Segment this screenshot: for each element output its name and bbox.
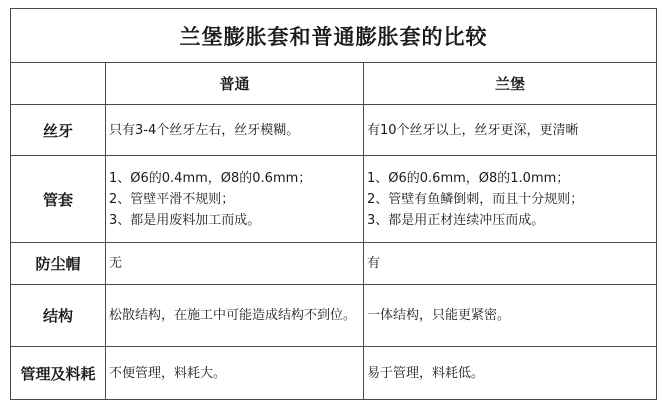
row-label-sleeve: 管套 (11, 156, 106, 243)
row-label-dust-cap: 防尘帽 (11, 243, 106, 285)
cell-text: 松散结构，在施工中可能造成结构不到位。 (109, 308, 357, 323)
cell-normal-management (106, 347, 364, 400)
cell-lanbao-sleeve (364, 156, 657, 243)
header-row (11, 63, 657, 105)
cell-text: 2、管壁平滑不规则； (109, 191, 235, 207)
table-title: 兰堡膨胀套和普通膨胀套的比较 (11, 9, 657, 63)
comparison-table (10, 8, 657, 400)
table-row (11, 243, 657, 285)
table-row (11, 347, 657, 400)
header-empty-cell (11, 63, 106, 105)
cell-text: 有10个丝牙以上，丝牙更深，更清晰 (367, 122, 579, 138)
cell-normal-structure (106, 285, 364, 347)
cell-text: 3、都是用废料加工而成。 (109, 212, 261, 228)
cell-text: 一体结构，只能更紧密。 (367, 308, 511, 323)
cell-text: 1、Ø6的0.6mm，Ø8的1.0mm； (367, 170, 570, 186)
header-lanbao: 兰堡 (364, 63, 657, 105)
cell-text: 2、管壁有鱼鳞倒刺，而且十分规则； (367, 191, 584, 207)
title-row (11, 9, 657, 63)
table-row (11, 285, 657, 347)
cell-normal-dust-cap (106, 243, 364, 285)
cell-text: 1、Ø6的0.4mm，Ø8的0.6mm； (109, 170, 312, 186)
cell-lanbao-structure (364, 285, 657, 347)
table-row (11, 156, 657, 243)
cell-normal-sleeve (106, 156, 364, 243)
cell-lanbao-thread (364, 105, 657, 156)
table-row (11, 105, 657, 156)
cell-text: 不便管理，料耗大。 (109, 365, 227, 381)
comparison-table-frame (10, 8, 656, 402)
cell-text: 无 (109, 256, 123, 271)
row-label-management: 管理及料耗 (11, 347, 106, 400)
cell-lanbao-dust-cap (364, 243, 657, 285)
cell-lanbao-management (364, 347, 657, 400)
header-normal: 普通 (106, 63, 364, 105)
cell-text: 3、都是用正材连续冲压而成。 (367, 212, 545, 228)
cell-text: 有 (367, 256, 381, 271)
cell-text: 易于管理，料耗低。 (367, 365, 485, 381)
row-label-structure: 结构 (11, 285, 106, 347)
row-label-thread: 丝牙 (11, 105, 106, 156)
cell-normal-thread (106, 105, 364, 156)
cell-text: 只有3-4个丝牙左右，丝牙模糊。 (109, 122, 300, 138)
